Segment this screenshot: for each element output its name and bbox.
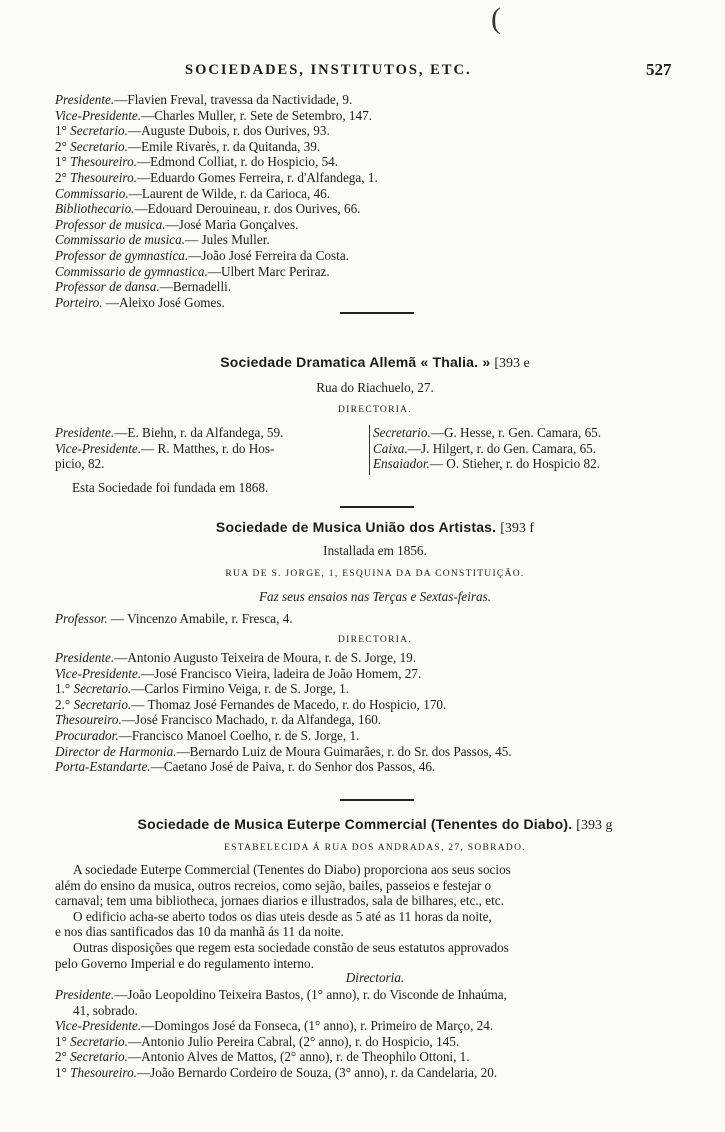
entry-text: —J. Hilgert, r. do Gen. Camara, 65. (407, 440, 597, 456)
reference-number: [393 e (494, 356, 530, 371)
paragraph-hours-line: e nos dias santificados das 10 da manhã ás 11 da noite. (55, 924, 344, 940)
paragraph-statutes-line: pelo Governo Imperial e do regulamento interno. (55, 955, 314, 971)
entry-line (55, 217, 695, 233)
euterpe-heading (55, 816, 695, 834)
section-title: Sociedade de Musica Euterpe Commercial (Tenentes do Diabo). (137, 816, 573, 832)
euterpe-directoria-label (55, 970, 695, 986)
divider-rule (340, 506, 414, 508)
entry-text: —Caetano José de Paiva, r. do Senhor dos Passos, 46. (150, 759, 436, 775)
entry-line (55, 295, 695, 311)
section-officers-list (55, 92, 695, 310)
thalia-heading (55, 354, 695, 372)
divider-rule (340, 312, 414, 314)
euterpe-paragraphs (55, 862, 695, 971)
ordinal-prefix: 2° (55, 138, 71, 154)
entry-line (55, 186, 695, 202)
role-label: Professor de gymnastica. (55, 247, 189, 263)
role-label: Secretario. (70, 1049, 128, 1065)
euterpe-officers-list (55, 987, 695, 1081)
role-label: Ensaiador. (373, 456, 430, 472)
entry-line (55, 425, 365, 441)
entry-text: —João Bernardo Cordeiro de Souza, (3° anno), r. da Candelaria, 20. (136, 1064, 498, 1080)
entry-line (55, 712, 695, 728)
entry-text: — R. Matthes, r. do Hos- (141, 440, 275, 456)
entry-line (55, 1065, 695, 1081)
entry-text: —Auguste Dubois, r. dos Ourives, 93. (127, 123, 330, 139)
entry-line (373, 425, 695, 441)
entry-text: —Francisco Manoel Coelho, r. de S. Jorge, 1. (118, 727, 360, 743)
paragraph-services-line: carnaval; tem uma bibliotheca, jornaes diarios e illustrados, sala de bilhares, etc., etc. (55, 893, 504, 909)
entry-text: —E. Biehn, r. da Alfandega, 59. (114, 425, 284, 440)
margin-mark: ( (491, 2, 501, 35)
role-label: Secretario. (73, 681, 132, 697)
paragraph-services-line: A sociedade Euterpe Commercial (Tenentes do Diabo) proporciona aos seus socios (73, 862, 511, 877)
entry-line (55, 456, 365, 472)
left-column (55, 425, 365, 472)
ordinal-prefix: 2° (55, 1049, 71, 1065)
role-label: Presidente. (55, 92, 115, 107)
entry-line (55, 264, 695, 280)
entry-line (55, 279, 695, 295)
entry-text: picio, 82. (55, 456, 105, 472)
entry-text: —João José Ferreira da Costa. (188, 247, 349, 263)
entry-text: —Edmond Colliat, r. do Hospicio, 54. (136, 154, 339, 170)
column-divider (369, 425, 370, 475)
directoria-text: Directoria. (345, 970, 405, 985)
entry-text: —Emile Rivarès, r. da Quitanda, 39. (127, 138, 321, 154)
role-label: Presidente. (55, 650, 115, 665)
ordinal-prefix: 1° (55, 123, 71, 139)
role-label: Bibliothecario. (55, 201, 135, 217)
entry-line (55, 248, 695, 264)
role-label: Vice-Presidente. (55, 665, 142, 681)
entry-line (55, 92, 695, 108)
uniao-directoria-label: DIRECTORIA. (337, 635, 413, 645)
role-label: Secretario. (373, 425, 431, 440)
paragraph-statutes-line: Outras disposições que regem esta sociedade constão de seus estatutos approvados (73, 939, 509, 955)
role-label: Porteiro. (55, 294, 103, 310)
entry-line (373, 456, 695, 472)
entry-text: —Laurent de Wilde, r. da Carioca, 46. (128, 185, 331, 201)
role-label: Professor de dansa. (55, 279, 160, 295)
rehearsal-text: Faz seus ensaios nas Terças e Sextas-feiras. (258, 589, 492, 604)
entry-text: —Bernardo Luiz de Moura Guimarães, r. do Sr. dos Passos, 45. (176, 743, 512, 759)
entry-text: —Edouard Derouineau, r. dos Ourives, 66. (134, 201, 361, 217)
entry-text: —Charles Muller, r. Sete de Setembro, 147. (141, 107, 372, 123)
entry-text: —Carlos Firmino Veiga, r. de S. Jorge, 1. (131, 681, 350, 697)
role-label: Commissario. (55, 185, 129, 201)
entry-text: —Domingos José da Fonseca, (1° anno), r. Primeiro de Março, 24. (141, 1018, 494, 1034)
divider-rule (340, 799, 414, 801)
entry-text: —Antonio Augusto Teixeira de Moura, r. de S. Jorge, 19. (114, 650, 417, 665)
entry-text: —Eduardo Gomes Ferreira, r. d'Alfandega, 1. (136, 169, 378, 185)
entry-line (55, 987, 695, 1003)
thalia-address: Rua do Riachuelo, 27. (316, 380, 434, 395)
role-label: Secretario. (70, 1033, 128, 1049)
entry-line (55, 123, 695, 139)
role-label: Professor. (55, 611, 108, 626)
right-column (373, 425, 695, 472)
entry-text: —João Leopoldino Teixeira Bastos, (1° anno), r. do Visconde de Inhaúma, (114, 987, 507, 1002)
role-label: Presidente. (55, 425, 115, 440)
entry-text: 41, sobrado. (73, 1002, 138, 1018)
uniao-rehearsal (55, 589, 695, 605)
role-label: Commissario de musica. (55, 232, 186, 248)
entry-line (55, 744, 695, 760)
entry-text: —Antonio Alves de Mattos, (2° anno), r. de Theophilo Ottoni, 1. (127, 1049, 470, 1065)
running-header: SOCIEDADES, INSTITUTOS, ETC. (185, 62, 472, 78)
entry-text: —Antonio Julio Pereira Cabral, (2° anno), r. do Hospicio, 145. (127, 1033, 460, 1049)
thalia-founding-note: Esta Sociedade foi fundada em 1868. (72, 480, 269, 495)
uniao-officers-list (55, 650, 695, 775)
entry-line (55, 139, 695, 155)
entry-text: — O. Stieher, r. do Hospicio 82. (429, 456, 600, 472)
entry-line (55, 666, 695, 682)
role-label: Thesoureiro. (70, 169, 137, 185)
paragraph-hours-line: O edificio acha-se aberto todos os dias uteis desde as 5 até as 11 horas da noite, (73, 908, 492, 924)
entry-text: —G. Hesse, r. Gen. Camara, 65. (430, 425, 602, 440)
euterpe-address: ESTABELECIDA Á RUA DOS ANDRADAS, 27, SOBRADO. (224, 843, 526, 853)
entry-line (55, 1018, 695, 1034)
role-label: Procurador. (55, 727, 119, 743)
entry-line (55, 1003, 695, 1019)
entry-line (55, 697, 695, 713)
entry-line (55, 1049, 695, 1065)
entry-line (55, 1034, 695, 1050)
entry-text: — Vincenzo Amabile, r. Fresca, 4. (107, 611, 293, 626)
entry-text: —José Maria Gonçalves. (165, 216, 299, 232)
paragraph-services-line: além do ensino da musica, outros recreios, como sejão, bailes, passeios e festejar o (55, 877, 492, 893)
ordinal-prefix: 1.° (55, 681, 74, 697)
entry-line (55, 728, 695, 744)
role-label: Thesoureiro. (70, 1064, 137, 1080)
role-label: Secretario. (70, 138, 128, 154)
role-label: Presidente. (55, 987, 115, 1002)
thalia-officers-columns (55, 425, 695, 481)
role-label: Commissario de gymnastica. (55, 263, 208, 279)
entry-line (55, 232, 695, 248)
role-label: Caixa. (373, 440, 408, 456)
entry-line (55, 170, 695, 186)
role-label: Director de Harmonia. (55, 743, 177, 759)
uniao-heading (55, 519, 695, 537)
entry-line (55, 681, 695, 697)
entry-text: —José Francisco Machado, r. da Alfandega, 160. (121, 712, 382, 728)
ordinal-prefix: 2.° (55, 696, 74, 712)
entry-line (55, 759, 695, 775)
entry-line (373, 441, 695, 457)
entry-text: —Flavien Freval, travessa da Nactividade, 9. (114, 92, 353, 107)
role-label: Vice-Presidente. (55, 107, 142, 123)
reference-number: [393 g (576, 818, 613, 833)
section-title: Sociedade de Musica União dos Artistas. (215, 519, 497, 535)
ordinal-prefix: 1° (55, 1033, 71, 1049)
role-label: Thesoureiro. (55, 712, 122, 728)
uniao-address: RUA DE S. JORGE, 1, ESQUINA DA DA CONSTITUIÇÃO. (225, 569, 525, 579)
page-number: 527 (646, 60, 672, 79)
entry-line (55, 201, 695, 217)
entry-line (55, 108, 695, 124)
uniao-installed: Installada em 1856. (323, 543, 427, 558)
entry-line (55, 154, 695, 170)
role-label: Secretario. (73, 696, 132, 712)
role-label: Professor de musica. (55, 216, 166, 232)
thalia-directoria-label: DIRECTORIA. (337, 405, 413, 415)
entry-line (55, 441, 365, 457)
reference-number: [393 f (500, 521, 535, 536)
entry-text: — Jules Muller. (185, 232, 270, 248)
entry-text: —Ulbert Marc Periraz. (207, 263, 330, 279)
role-label: Porta-Estandarte. (55, 759, 151, 775)
uniao-professor (55, 611, 695, 627)
section-title: Sociedade Dramatica Allemã « Thalia. » (220, 354, 491, 370)
ordinal-prefix: 2° (55, 169, 71, 185)
ordinal-prefix: 1° (55, 1064, 71, 1080)
entry-text: —Aleixo José Gomes. (102, 294, 225, 310)
ordinal-prefix: 1° (55, 154, 71, 170)
entry-text: —José Francisco Vieira, ladeira de João Homem, 27. (141, 665, 422, 681)
entry-text: — Thomaz José Fernandes de Macedo, r. do Hospicio, 170. (131, 696, 447, 712)
entry-line (55, 650, 695, 666)
entry-text: —Bernadelli. (159, 279, 232, 295)
role-label: Secretario. (70, 123, 128, 139)
role-label: Vice-Presidente. (55, 440, 142, 456)
role-label: Thesoureiro. (70, 154, 137, 170)
role-label: Vice-Presidente. (55, 1018, 142, 1034)
